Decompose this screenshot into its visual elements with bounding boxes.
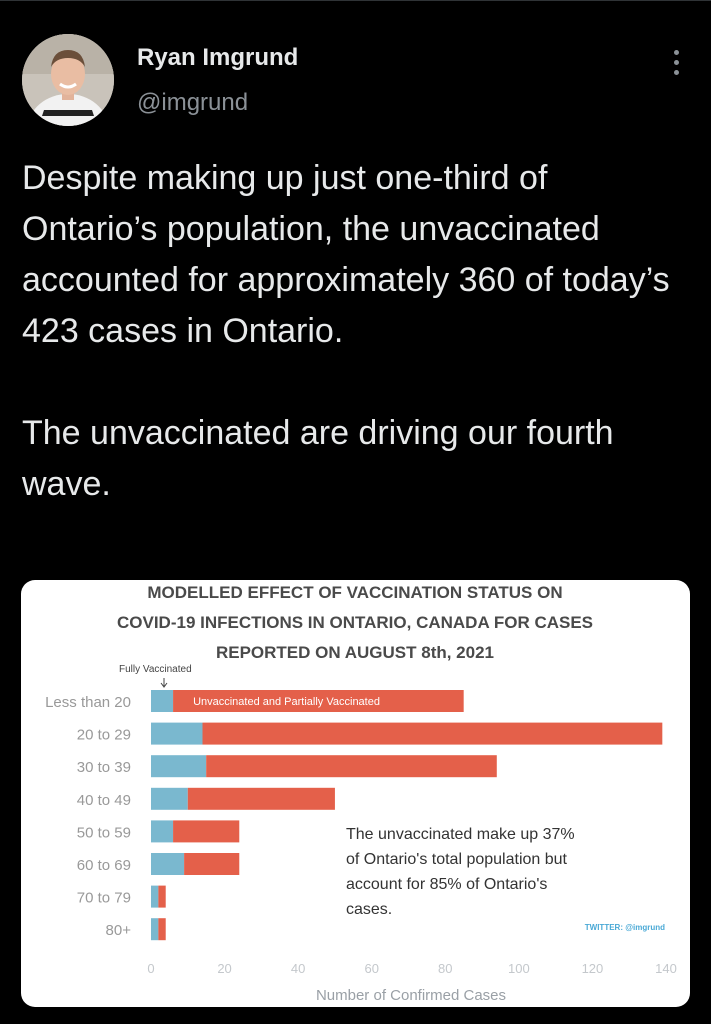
x-tick-label: 120 — [581, 961, 604, 976]
x-axis-label: Number of Confirmed Cases — [315, 987, 507, 1004]
category-label: Less than 20 — [45, 694, 131, 711]
category-label: 40 to 49 — [76, 791, 131, 809]
tweet-body — [22, 153, 672, 510]
chart-title-line: REPORTED ON AUGUST 8th, 2021 — [215, 643, 495, 662]
category-label: 20 to 29 — [76, 726, 131, 744]
x-tick-label: 20 — [217, 961, 232, 976]
more-dot-icon — [674, 50, 679, 55]
bar-unvaccinated-5 — [173, 820, 239, 842]
bar-unvaccinated-4 — [188, 788, 335, 810]
bar-fully-vaccinated-6 — [151, 853, 184, 875]
x-tick-label: 0 — [147, 961, 155, 976]
bar-unvaccinated-6 — [184, 853, 239, 875]
fully-vaccinated-legend-label: Fully Vaccinated — [119, 664, 192, 675]
tweet-paragraph: The unvaccinated are driving our fourth wave. — [22, 414, 614, 503]
annotation-line: The unvaccinated make up 37% — [346, 826, 575, 843]
category-label: 80+ — [105, 922, 131, 940]
author-avatar[interactable] — [22, 34, 114, 126]
bar-unvaccinated-7 — [158, 886, 165, 908]
chart-credit: TWITTER: @imgrund — [584, 923, 665, 932]
bar-fully-vaccinated-4 — [151, 788, 188, 810]
x-tick-label: 80 — [438, 961, 453, 976]
category-label: 60 to 69 — [76, 857, 131, 874]
bar-unvaccinated-8 — [158, 918, 165, 940]
chart-title-line: MODELLED EFFECT OF VACCINATION STATUS ON — [147, 583, 563, 602]
more-options-button[interactable] — [666, 48, 686, 78]
top-divider — [0, 0, 711, 1]
author-handle[interactable]: @imgrund — [137, 89, 249, 116]
bar-fully-vaccinated-5 — [151, 820, 173, 842]
tweet-paragraph: Despite making up just one-third of Ontario’s population, the unvaccinated accounted for approximately 360 of today’s 423 cases in Ontario. — [22, 159, 670, 350]
chart-title-line: COVID-19 INFECTIONS IN ONTARIO, CANADA FOR CASES — [116, 613, 594, 632]
avatar-photo — [22, 34, 114, 126]
bar-fully-vaccinated-3 — [151, 755, 206, 777]
annotation-line: cases. — [346, 901, 393, 918]
bar-fully-vaccinated-2 — [151, 723, 203, 745]
unvaccinated-legend-label: Unvaccinated and Partially Vaccinated — [193, 696, 380, 708]
x-tick-label: 100 — [508, 961, 530, 976]
chart-image-card[interactable] — [21, 580, 690, 1007]
x-tick-label: 140 — [655, 961, 677, 976]
bar-unvaccinated-2 — [203, 723, 663, 745]
x-tick-label: 40 — [290, 961, 306, 976]
bar-fully-vaccinated-8 — [151, 918, 158, 940]
bar-unvaccinated-3 — [206, 755, 497, 777]
author-name[interactable]: Ryan Imgrund — [137, 44, 299, 71]
more-dot-icon — [674, 70, 679, 75]
category-label: 30 to 39 — [76, 759, 131, 777]
x-tick-label: 60 — [364, 961, 379, 976]
down-arrow-icon — [161, 678, 167, 687]
vaccination-chart — [21, 580, 690, 1007]
more-dot-icon — [674, 60, 679, 65]
bar-fully-vaccinated-1 — [151, 690, 173, 712]
annotation-line: account for 85% of Ontario's — [346, 876, 548, 893]
category-label: 50 to 59 — [76, 824, 131, 842]
bar-fully-vaccinated-7 — [151, 886, 158, 908]
category-label: 70 to 79 — [76, 889, 131, 907]
annotation-line: of Ontario's total population but — [346, 851, 567, 868]
